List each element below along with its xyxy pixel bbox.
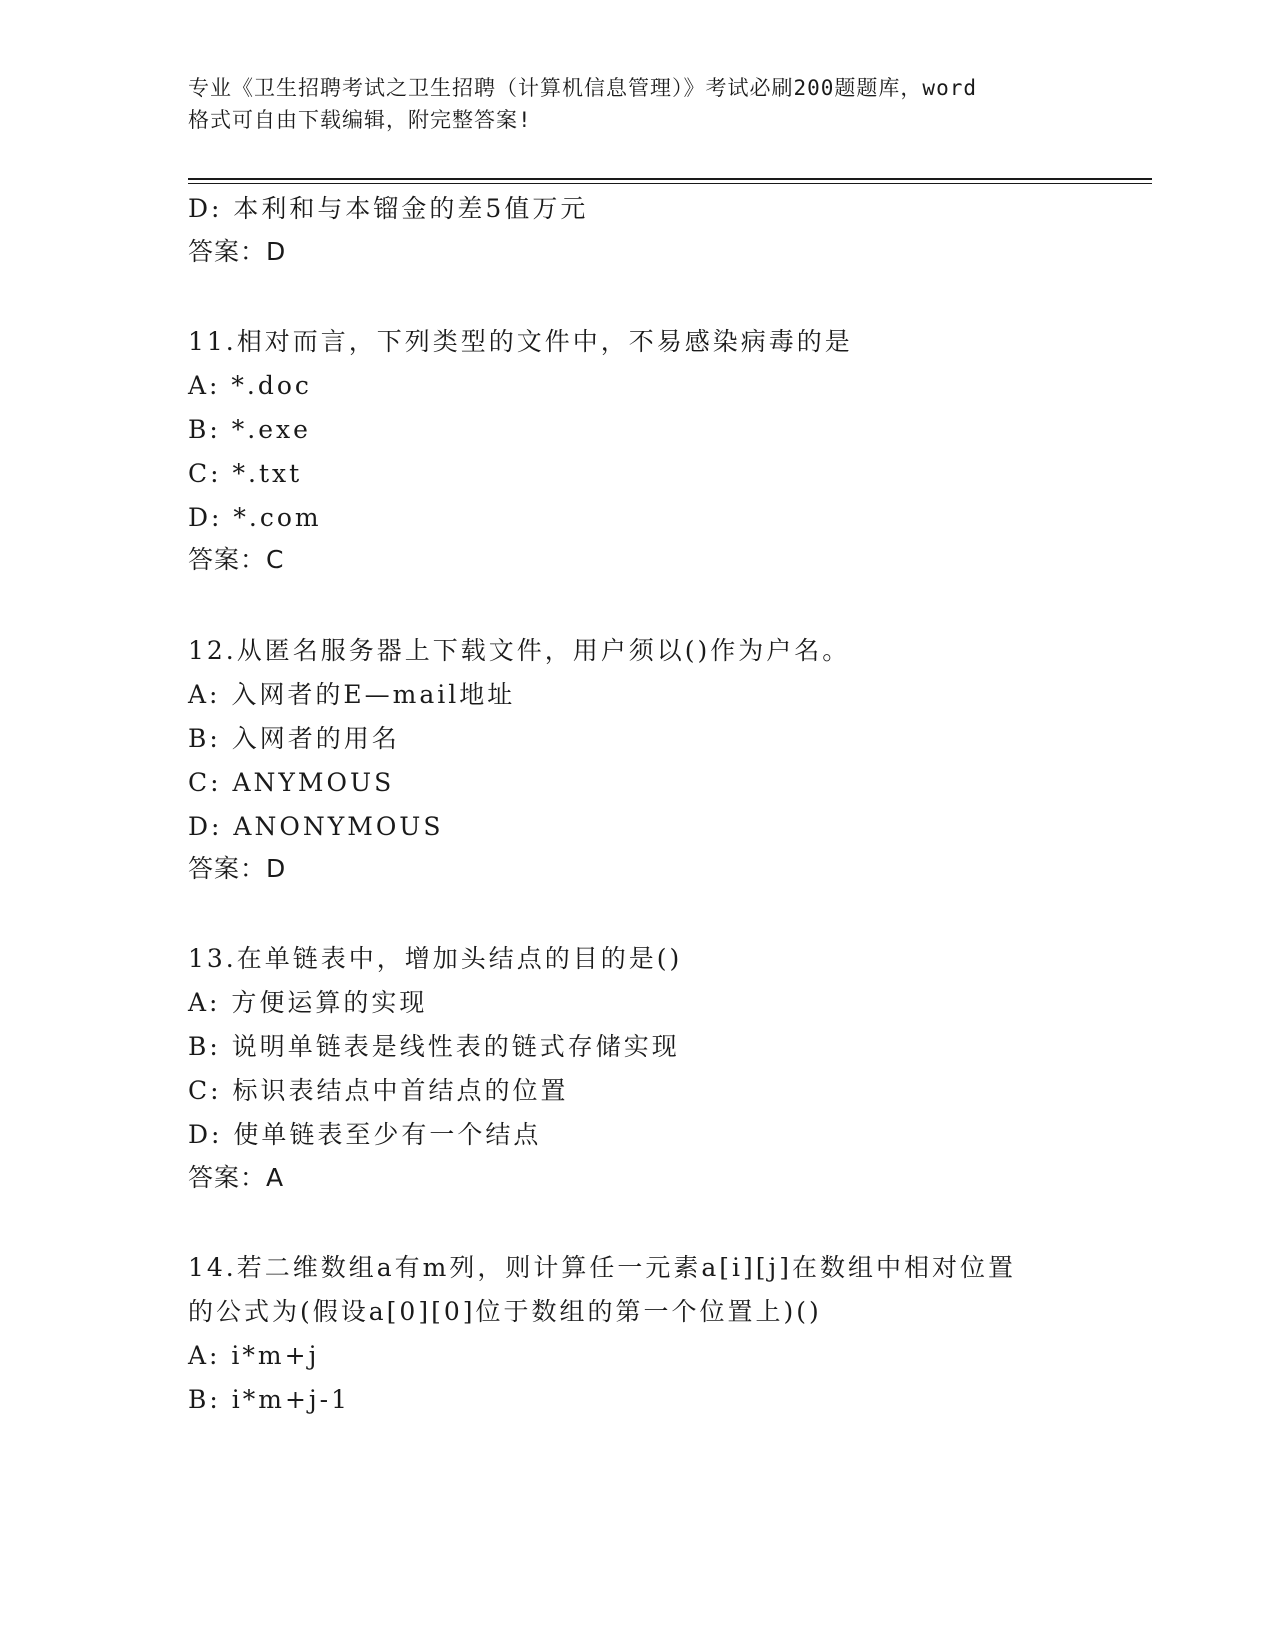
q10-answer: 答案：D <box>188 237 287 266</box>
q12-option-d: D: ANONYMOUS <box>188 812 444 841</box>
q11-option-a: A: *.doc <box>188 371 312 400</box>
q11-option-d: D: *.com <box>188 503 322 532</box>
q14-question-line-2: 的公式为(假设a[0][0]位于数组的第一个位置上)() <box>188 1297 822 1326</box>
header-divider-thin <box>188 183 1152 184</box>
q13-option-d: D: 使单链表至少有一个结点 <box>188 1120 542 1149</box>
header-divider-thick <box>188 178 1152 180</box>
q11-question: 11.相对而言，下列类型的文件中，不易感染病毒的是 <box>188 327 853 356</box>
q13-option-c: C: 标识表结点中首结点的位置 <box>188 1076 569 1105</box>
q13-option-b: B: 说明单链表是线性表的链式存储实现 <box>188 1032 680 1061</box>
header-line-2: 格式可自由下载编辑，附完整答案! <box>188 108 532 132</box>
q12-question: 12.从匿名服务器上下载文件，用户须以()作为户名。 <box>188 636 851 665</box>
q11-option-b: B: *.exe <box>188 415 311 444</box>
q14-option-a: A: i*m+j <box>188 1341 320 1370</box>
q12-option-a: A: 入网者的E—mail地址 <box>188 680 516 709</box>
document-header <box>188 72 1088 136</box>
q12-answer: 答案：D <box>188 854 287 883</box>
q10-option-d: D: 本利和与本镏金的差5值万元 <box>188 194 589 223</box>
q12-option-c: C: ANYMOUS <box>188 768 395 797</box>
q13-answer: 答案：A <box>188 1163 285 1192</box>
q13-option-a: A: 方便运算的实现 <box>188 988 428 1017</box>
q12-option-b: B: 入网者的用名 <box>188 724 400 753</box>
q13-question: 13.在单链表中，增加头结点的目的是() <box>188 944 683 973</box>
q14-question-line-1: 14.若二维数组a有m列，则计算任一元素a[i][j]在数组中相对位置 <box>188 1253 1017 1282</box>
q14-option-b: B: i*m+j-1 <box>188 1385 350 1414</box>
q11-answer: 答案：C <box>188 545 285 574</box>
header-line-1: 专业《卫生招聘考试之卫生招聘（计算机信息管理）》考试必刷200题题库，word <box>188 76 977 100</box>
q11-option-c: C: *.txt <box>188 459 303 488</box>
